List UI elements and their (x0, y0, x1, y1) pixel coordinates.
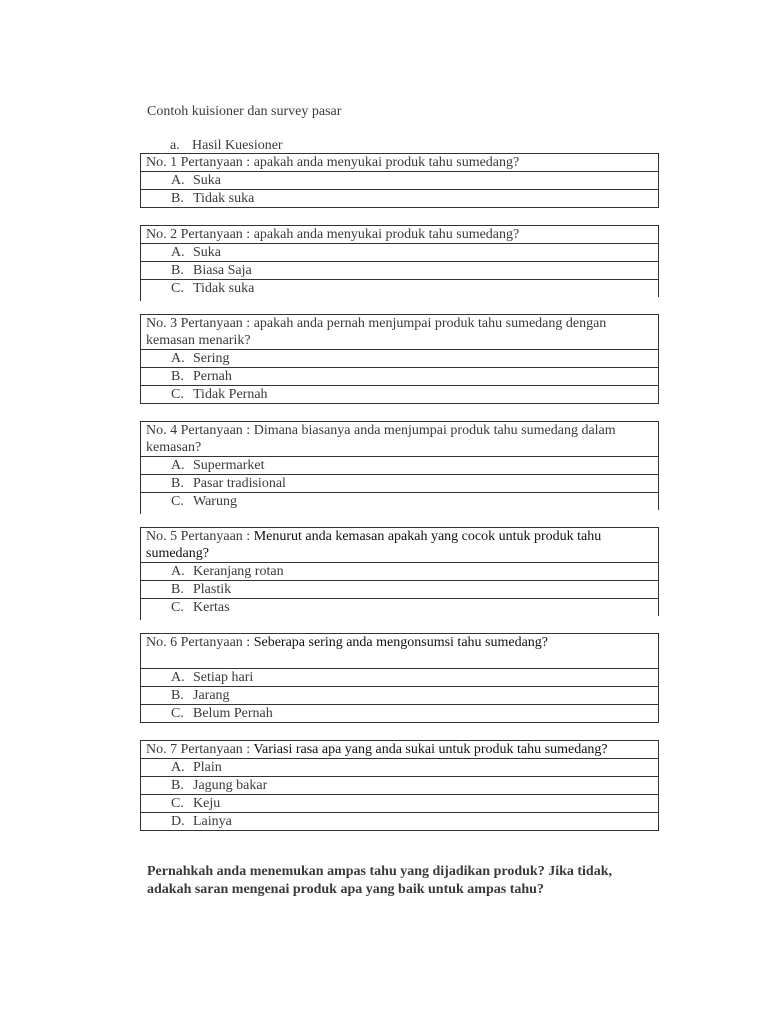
question-prompt: Dimana biasanya anda menjumpai produk tahu sumedang dalam kemasan? (146, 423, 616, 455)
question-block (140, 740, 659, 831)
answer-option (140, 475, 659, 493)
question-block (140, 421, 659, 510)
option-letter: A. (171, 670, 185, 685)
answer-option (140, 262, 659, 280)
option-text: Sering (193, 351, 230, 366)
closing-question: Pernahkah anda menemukan ampas tahu yang dijadikan produk? Jika tidak, adakah saran mengenai produk apa yang baik untuk ampas tahu? (147, 864, 613, 897)
option-letter: C. (171, 387, 184, 402)
option-letter: B. (171, 778, 184, 793)
section-heading (170, 137, 283, 154)
option-text: Plastik (193, 582, 232, 597)
question-text (140, 225, 659, 244)
option-letter: C. (171, 494, 184, 509)
option-letter: D. (171, 814, 185, 829)
option-text: Jagung bakar (193, 778, 268, 793)
option-letter: C. (171, 600, 184, 615)
option-letter: B. (171, 476, 184, 491)
option-text: Tidak suka (193, 191, 255, 206)
question-text (140, 314, 659, 350)
answer-option (140, 777, 659, 795)
question-text (140, 740, 659, 759)
question-block (140, 633, 659, 723)
option-text: Plain (193, 760, 222, 775)
option-letter: B. (171, 582, 184, 597)
option-letter: B. (171, 263, 184, 278)
option-letter: A. (171, 760, 185, 775)
question-block (140, 153, 659, 208)
option-letter: C. (171, 281, 184, 296)
option-text: Belum Pernah (193, 706, 273, 721)
option-text: Kertas (193, 600, 230, 615)
question-number: No. 5 Pertanyaan : (146, 529, 251, 544)
option-text: Keranjang rotan (193, 564, 284, 579)
option-text: Pernah (193, 369, 232, 384)
question-number: No. 7 Pertanyaan : (146, 742, 251, 757)
option-letter: B. (171, 191, 184, 206)
question-text (140, 153, 659, 172)
question-prompt: apakah anda menyukai produk tahu sumedang? (253, 227, 520, 242)
option-letter: C. (171, 706, 184, 721)
option-letter: C. (171, 796, 184, 811)
question-prompt: Variasi rasa apa yang anda sukai untuk produk tahu sumedang? (253, 742, 608, 757)
option-text: Tidak Pernah (193, 387, 268, 402)
question-number: No. 2 Pertanyaan : (146, 227, 251, 242)
answer-option (140, 190, 659, 208)
section-label: Hasil Kuesioner (192, 138, 283, 153)
question-block (140, 225, 659, 297)
option-text: Setiap hari (193, 670, 254, 685)
answer-option (140, 280, 659, 297)
question-number: No. 1 Pertanyaan : (146, 155, 251, 170)
answer-option (140, 368, 659, 386)
answer-option (140, 563, 659, 581)
option-letter: A. (171, 458, 185, 473)
option-text: Pasar tradisional (193, 476, 286, 491)
answer-option (140, 493, 659, 510)
question-prompt: Seberapa sering anda mengonsumsi tahu sumedang? (253, 635, 549, 650)
option-text: Supermarket (193, 458, 265, 473)
option-text: Lainya (193, 814, 232, 829)
option-text: Keju (193, 796, 221, 811)
option-letter: A. (171, 564, 185, 579)
question-block (140, 527, 659, 616)
option-text: Tidak suka (193, 281, 255, 296)
question-text (140, 421, 659, 457)
question-block (140, 314, 659, 404)
answer-option (140, 581, 659, 599)
option-letter: A. (171, 245, 185, 260)
option-letter: B. (171, 688, 184, 703)
question-prompt: apakah anda menyukai produk tahu sumedang? (253, 155, 520, 170)
question-number: No. 3 Pertanyaan : (146, 316, 251, 331)
option-text: Warung (193, 494, 237, 509)
answer-option (140, 350, 659, 368)
answer-option (140, 599, 659, 616)
option-letter: A. (171, 173, 185, 188)
answer-option (140, 759, 659, 777)
option-text: Suka (193, 245, 221, 260)
question-prompt: apakah anda pernah menjumpai produk tahu sumedang dengan kemasan menarik? (146, 316, 607, 348)
answer-option (140, 172, 659, 190)
question-prompt: Menurut anda kemasan apakah yang cocok untuk produk tahu sumedang? (146, 529, 602, 561)
question-text (140, 633, 659, 669)
option-text: Biasa Saja (193, 263, 252, 278)
option-text: Suka (193, 173, 221, 188)
answer-option (140, 705, 659, 723)
section-marker: a. (170, 138, 180, 153)
answer-option (140, 457, 659, 475)
answer-option (140, 795, 659, 813)
answer-option (140, 386, 659, 404)
question-number: No. 6 Pertanyaan : (146, 635, 251, 650)
document-title: Contoh kuisioner dan survey pasar (147, 104, 342, 119)
question-text (140, 527, 659, 563)
answer-option (140, 813, 659, 831)
answer-option (140, 244, 659, 262)
option-text: Jarang (193, 688, 230, 703)
questionnaire (140, 153, 659, 848)
option-letter: A. (171, 351, 185, 366)
answer-option (140, 687, 659, 705)
question-number: No. 4 Pertanyaan : (146, 423, 251, 438)
answer-option (140, 669, 659, 687)
option-letter: B. (171, 369, 184, 384)
